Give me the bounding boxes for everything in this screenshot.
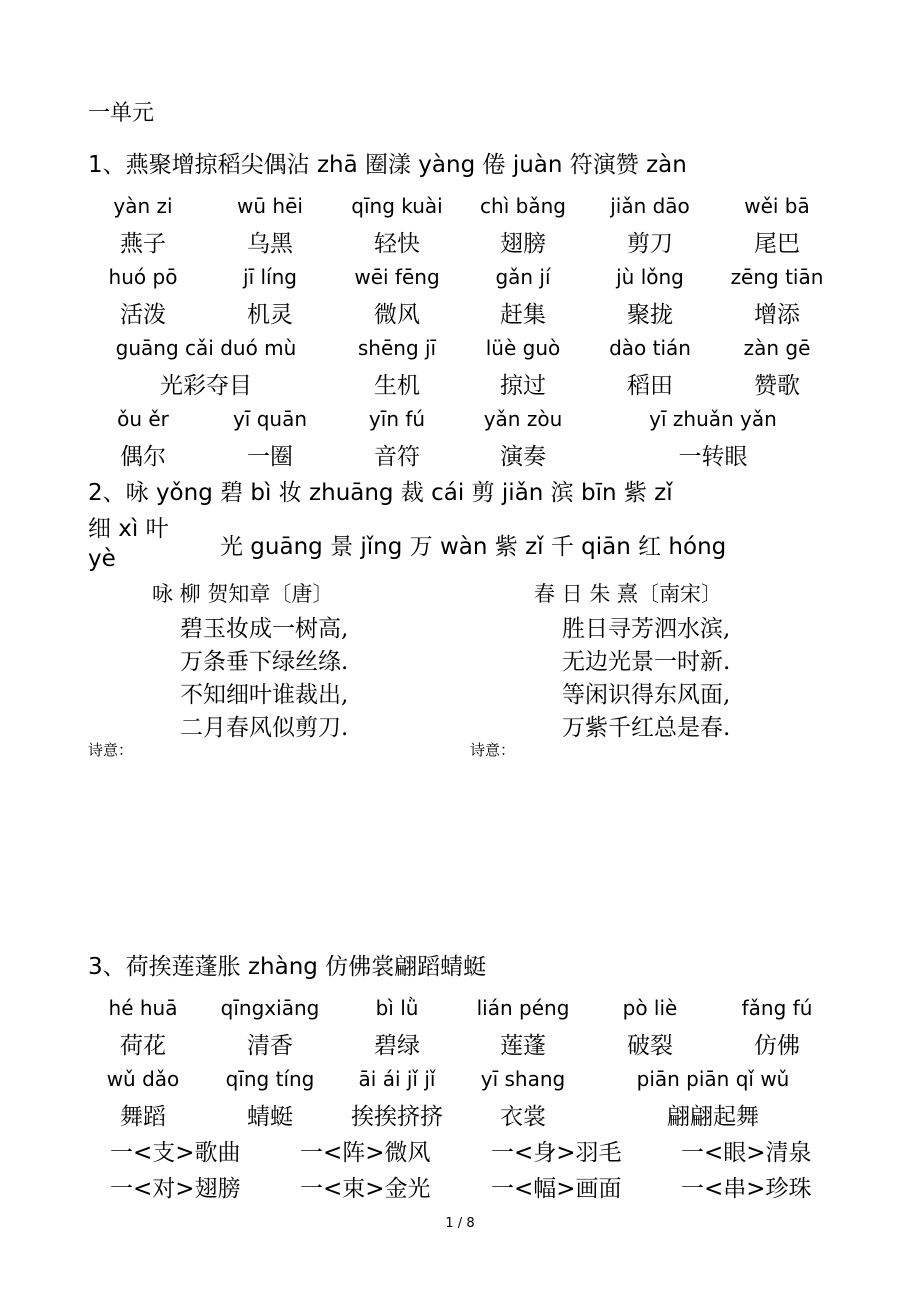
pinyin: dào tián [609,336,691,360]
pinyin: āi ái jǐ jǐ [358,1067,436,1091]
pinyin: wǔ dǎo [106,1067,180,1091]
pinyin: lián péng [476,996,570,1020]
pinyin: yī zhuǎn yǎn [649,407,777,431]
word: 舞蹈 [120,1104,166,1130]
pinyin: qīngxiāng [220,996,320,1020]
word: 生机 [374,373,420,399]
word: 翅膀 [500,231,546,257]
measure-word-phrase: 一<眼>清泉 [681,1140,812,1166]
pinyin: pò liè [622,996,678,1020]
measure-word-phrase: 一<身>羽毛 [491,1140,622,1166]
word: 增添 [754,302,800,328]
word: 仿佛 [754,1033,800,1059]
pinyin: yàn zi [113,194,173,218]
pinyin: wēi fēng [354,265,440,289]
section-2-heading: 2、咏 yǒng 碧 bì 妆 zhuāng 裁 cái 剪 jiǎn 滨 bīn 紫 zǐ [88,480,673,506]
pinyin: fǎng fú [741,996,813,1020]
word: 音符 [374,444,420,470]
word: 翩翩起舞 [667,1104,759,1130]
poem-2-line: 等闲识得东风面, [562,682,731,708]
word: 莲蓬 [500,1033,546,1059]
word: 燕子 [120,231,166,257]
pinyin: wū hēi [237,194,303,218]
poem-2-line: 无边光景一时新. [562,649,731,675]
word: 聚拢 [627,302,673,328]
section-1-heading: 1、燕聚增掠稻尖偶沾 zhā 圈漾 yàng 倦 juàn 符演赞 zàn [88,152,687,178]
word: 尾巴 [754,231,800,257]
pinyin: zàn gē [743,336,811,360]
word: 一转眼 [678,444,748,470]
pinyin: chì bǎng [480,194,566,218]
word: 蜻蜓 [247,1104,293,1130]
pinyin: lüè guò [485,336,561,360]
pinyin: ǒu ěr [117,407,169,431]
measure-word-phrase: 一<支>歌曲 [110,1140,241,1166]
word: 挨挨挤挤 [351,1104,443,1130]
pinyin: yǎn zòu [483,407,563,431]
measure-word-phrase: 一<幅>画面 [491,1176,622,1202]
pinyin: zēng tiān [730,265,824,289]
pinyin: jù lǒng [616,265,684,289]
pinyin: hé huā [108,996,178,1020]
pinyin: qīng tíng [225,1067,315,1091]
word: 轻快 [374,231,420,257]
poem-1-line: 不知细叶谁裁出, [180,682,349,708]
poem-1-line: 二月春风似剪刀. [180,715,349,741]
section-2-line-c: 光 guāng 景 jǐng 万 wàn 紫 zǐ 千 qiān 红 hóng [220,534,727,560]
poem-2-line: 万紫千红总是春. [562,715,731,741]
poem-1-line: 碧玉妆成一树高, [180,616,349,642]
pinyin: wěi bā [744,194,810,218]
word: 剪刀 [627,231,673,257]
word: 乌黑 [247,231,293,257]
poem-1-line: 万条垂下绿丝绦. [180,649,349,675]
poem-1-title: 咏 柳 贺知章〔唐〕 [152,582,334,606]
pinyin: jī líng [243,265,297,289]
pinyin: bì lǜ [375,996,419,1020]
pinyin: jiǎn dāo [610,194,690,218]
word: 赶集 [500,302,546,328]
section-2-line-b: yè [88,546,116,572]
section-2-line-a: 细 xì 叶 [88,516,169,542]
word: 微风 [374,302,420,328]
pinyin: gǎn jí [495,265,551,289]
poem-2-meaning-label: 诗意： [470,741,516,759]
word: 稻田 [627,373,673,399]
page-number: 1 / 8 [445,1216,475,1231]
pinyin: yī quān [232,407,308,431]
word: 一圈 [247,444,293,470]
word: 活泼 [120,302,166,328]
word: 碧绿 [374,1033,420,1059]
poem-2-title: 春 日 朱 熹〔南宋〕 [534,582,723,606]
word: 荷花 [120,1033,166,1059]
pinyin: qīng kuài [351,194,443,218]
word: 演奏 [500,444,546,470]
word: 机灵 [247,302,293,328]
pinyin: yīn fú [368,407,426,431]
measure-word-phrase: 一<束>金光 [300,1176,431,1202]
poem-2-line: 胜日寻芳泗水滨, [562,616,731,642]
pinyin: huó pō [108,265,178,289]
pinyin: piān piān qǐ wǔ [636,1067,790,1091]
pinyin: guāng cǎi duó mù [115,336,297,360]
pinyin: yī shang [480,1067,566,1091]
measure-word-phrase: 一<串>珍珠 [681,1176,812,1202]
measure-word-phrase: 一<对>翅膀 [110,1176,241,1202]
word: 破裂 [627,1033,673,1059]
section-3-heading: 3、荷挨莲蓬胀 zhàng 仿佛裳翩蹈蜻蜓 [88,954,487,980]
word: 偶尔 [120,444,166,470]
unit-title: 一单元 [88,101,155,126]
word: 衣裳 [500,1104,546,1130]
pinyin: shēng jī [357,336,437,360]
word: 掠过 [500,373,546,399]
poem-1-meaning-label: 诗意： [88,741,134,759]
measure-word-phrase: 一<阵>微风 [300,1140,431,1166]
word: 清香 [247,1033,293,1059]
word: 赞歌 [754,373,800,399]
word: 光彩夺目 [160,373,252,399]
